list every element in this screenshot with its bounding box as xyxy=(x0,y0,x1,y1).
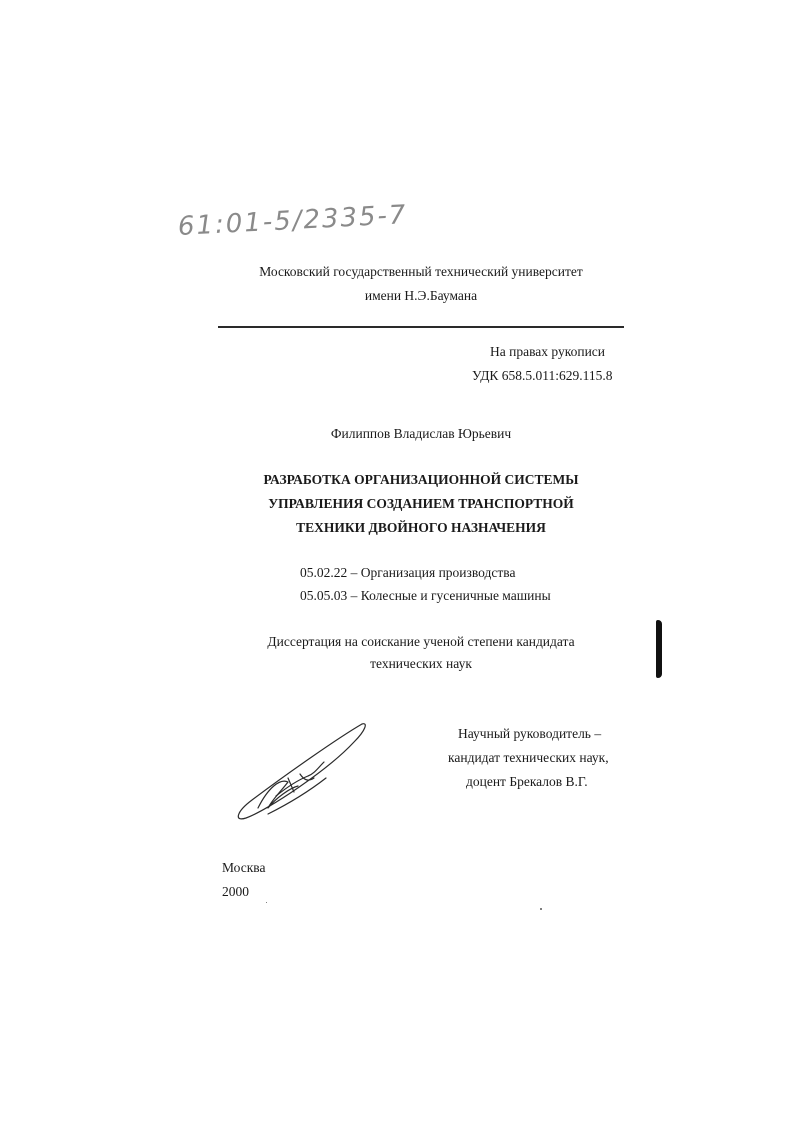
author-name: Филиппов Владислав Юрьевич xyxy=(330,426,512,441)
scan-edge-mark xyxy=(656,620,662,678)
university-name: Московский государственный технический университет xyxy=(259,264,583,279)
thesis-title-line-3: ТЕХНИКИ ДВОЙНОГО НАЗНАЧЕНИЯ xyxy=(296,520,546,535)
scan-speck xyxy=(266,902,267,903)
city: Москва xyxy=(222,860,266,875)
thesis-title-line-2: УПРАВЛЕНИЯ СОЗДАНИЕМ ТРАНСПОРТНОЙ xyxy=(268,496,574,511)
scan-speck xyxy=(540,908,542,910)
university-named-after: имени Н.Э.Баумана xyxy=(364,288,478,303)
dissertation-degree-line-1: Диссертация на соискание ученой степени кандидата xyxy=(267,634,575,649)
header-divider xyxy=(218,326,624,328)
udk-code: УДК 658.5.011:629.115.8 xyxy=(472,368,613,383)
supervisor-title: Научный руководитель – xyxy=(458,726,602,741)
archive-stamp-handwritten: 61:01-5/2335-7 xyxy=(177,199,409,242)
specialty-1: 05.02.22 – Организация производства xyxy=(300,565,516,580)
year: 2000 xyxy=(222,884,249,899)
handwritten-signature xyxy=(228,718,378,828)
manuscript-rights-note: На правах рукописи xyxy=(490,344,606,359)
supervisor-name: доцент Брекалов В.Г. xyxy=(466,774,588,789)
specialty-2: 05.05.03 – Колесные и гусеничные машины xyxy=(300,588,551,603)
dissertation-degree-line-2: технических наук xyxy=(370,656,472,671)
supervisor-degree: кандидат технических наук, xyxy=(448,750,609,765)
thesis-title-line-1: РАЗРАБОТКА ОРГАНИЗАЦИОННОЙ СИСТЕМЫ xyxy=(263,472,579,487)
